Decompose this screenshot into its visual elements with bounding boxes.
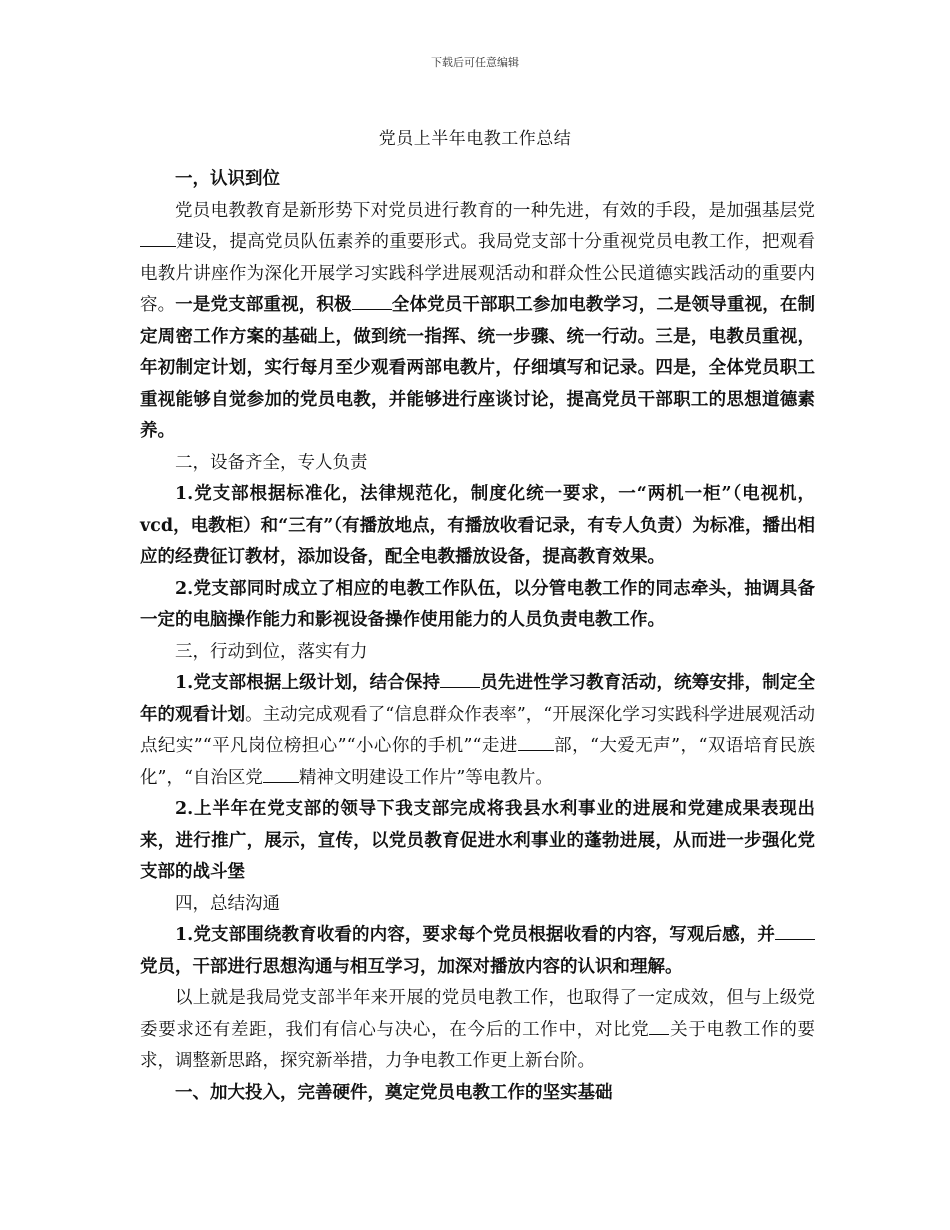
text-run-bold: 员先进性学习教育活动，统筹安排，制定全年的观看计划 <box>140 673 815 725</box>
section-heading-2: 二，设备齐全，专人负责 <box>175 452 368 473</box>
text-run: 。主动完成观看了“信息群众作表率”，“开展深化学习实践科学进展观活动点纪实”“平凡岗位榜担心”“小心你的手机”“走进 <box>140 704 816 756</box>
text-run: 党员电教教育是新形势下对党员进行教育的一种先进，有效的手段，是加强基层党 <box>175 200 815 221</box>
section-heading-4: 四，总结沟通 <box>175 893 280 914</box>
text-run: 部，“大爱无声”，“双语培育民族化”，“自治区党 <box>140 736 815 788</box>
section-3-item-2: 2.上半年在党支部的领导下我支部完成将我县水利事业的进展和党建成果表现出来，进行推广，展示，宣传，以党员教育促进水利事业的蓬勃进展，从而进一步强化党支部的战斗堡 <box>140 799 815 882</box>
section-2-item-1: 1.党支部根据标准化，法律规范化，制度化统一要求，一“两机一柜”（电视机，vcd，电教柜）和“三有”（有播放地点，有播放收看记录，有专人负责）为标准，播出相应的经费征订教材，添加设备，配全电教播放设备，提高教育效果。 <box>140 484 815 567</box>
text-run: 关于电教工作的要求，调整新思路，探究新举措，力争电教工作更上新台阶。 <box>140 1019 816 1071</box>
text-run-bold: 1.党支部围绕教育收看的内容，要求每个党员根据收看的内容，写观后感，并 <box>175 925 775 945</box>
fill-blank <box>352 291 392 310</box>
section-2-item-2: 2.党支部同时成立了相应的电教工作队伍，以分管电教工作的同志牵头，抽调具备一定的电脑操作能力和影视设备操作使用能力的人员负责电教工作。 <box>140 578 815 630</box>
text-run: 建设，提高党员队伍素养的重要形式。我局党支部十分重视党员电教工作，把观看电教片讲座作为深化开展学习实践科学进展观活动和群众性公民道德实践活动的重要内容。 <box>140 232 815 315</box>
fill-blank <box>263 763 299 782</box>
page-header: 下载后可任意编辑 <box>431 56 519 69</box>
text-run-bold: 党员，干部进行思想沟通与相互学习，加深对播放内容的认识和理解。 <box>140 956 683 977</box>
document-title: 党员上半年电教工作总结 <box>378 129 572 149</box>
fill-blank <box>518 732 554 751</box>
fill-blank <box>140 228 176 247</box>
section-3-item-1 <box>140 668 815 794</box>
closing-paragraph <box>140 983 815 1078</box>
text-run-bold: 全体党员干部职工参加电教学习，二是领导重视，在制定周密工作方案的基础上，做到统一指挥、统一步骤、统一行动。三是，电教员重视，年初制定计划，实行每月至少观看两部电教片，仔细填写和记录。四是，全体党员职工重视能够自觉参加的党员电教，并能够进行座谈讨论，提高党员干部职工的思想道德素养。 <box>140 295 816 441</box>
text-run-bold: 一是党支部重视，积极 <box>175 295 352 315</box>
fill-blank <box>649 1015 669 1034</box>
section-4-item-1 <box>140 920 815 983</box>
fill-blank <box>440 669 480 688</box>
fill-blank <box>775 921 815 940</box>
document-body <box>140 164 815 1109</box>
section-heading-1: 一，认识到位 <box>175 169 280 189</box>
section-heading-5: 一、加大投入，完善硬件，奠定党员电教工作的坚实基础 <box>175 1082 613 1103</box>
section-1-paragraph <box>140 196 815 448</box>
text-run-bold: 1.党支部根据上级计划，结合保持 <box>175 673 441 693</box>
section-heading-3: 三，行动到位，落实有力 <box>175 641 368 662</box>
text-run: 精神文明建设工作片”等电教片。 <box>298 767 553 788</box>
text-run: 以上就是我局党支部半年来开展的党员电教工作，也取得了一定成效，但与上级党委要求还有差距，我们有信心与决心，在今后的工作中，对比党 <box>140 988 815 1040</box>
